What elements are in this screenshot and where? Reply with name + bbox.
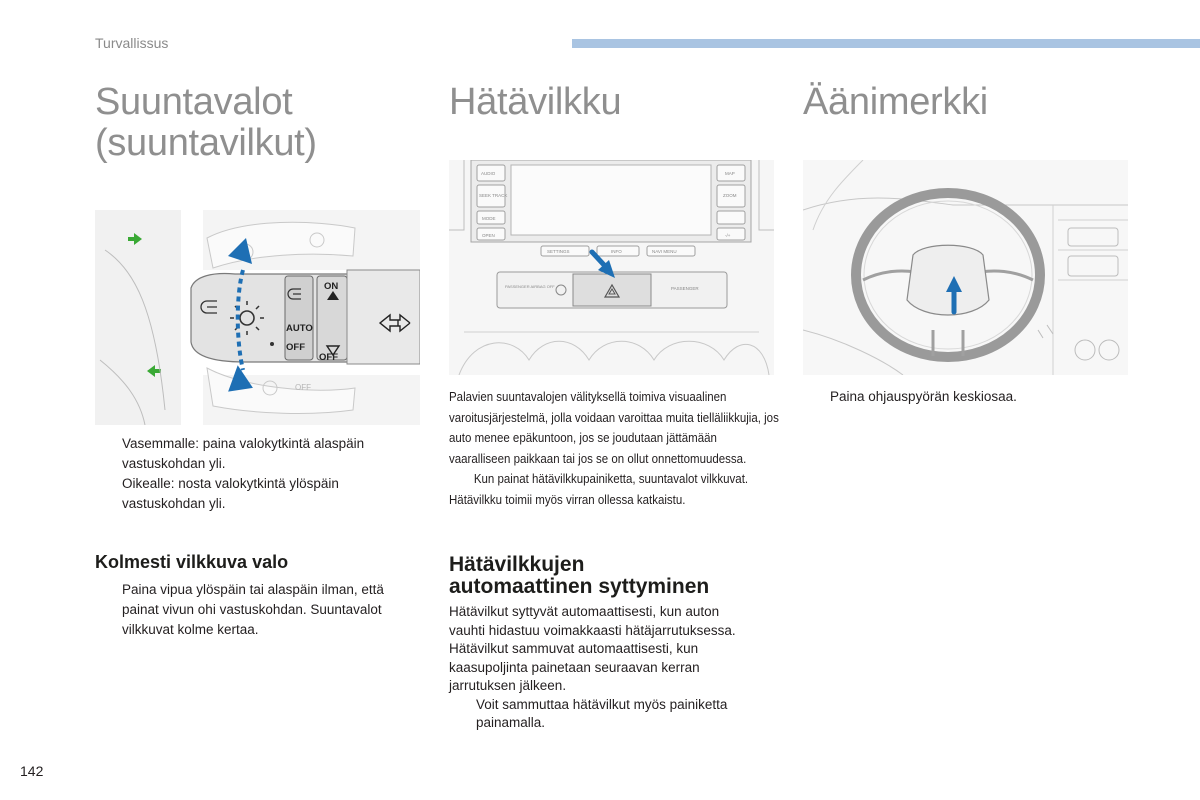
turn-signal-instructions	[95, 434, 395, 514]
console-label-seek-track: SEEK TRACK	[479, 193, 508, 198]
bullet-three-flashes	[95, 580, 405, 640]
bullet-text: Oikealle: nosta valokytkintä ylöspäin vastuskohdan yli.	[122, 476, 339, 511]
three-flashes-instructions	[95, 580, 405, 640]
console-label-audio: AUDIO	[481, 171, 496, 176]
subheading-three-flashes: Kolmesti vilkkuva valo	[95, 552, 289, 572]
stalk-label-on: ON	[324, 281, 339, 292]
stalk-label-off-faded: OFF	[295, 383, 311, 392]
stalk-drawing	[95, 210, 420, 425]
console-label-passenger: PASSENGER	[671, 286, 699, 291]
bullet-text: Paina ohjauspyörän keskiosaa.	[830, 389, 1017, 404]
subheading-line-2: automaattinen syttyminen	[449, 575, 710, 598]
stalk-label-off-2: OFF	[319, 352, 338, 363]
console-label-mode: MODE	[482, 216, 496, 221]
stalk-label-auto: AUTO	[286, 323, 313, 334]
title-turn-signals	[95, 82, 317, 164]
auto-paragraph-1: Hätävilkut syttyvät automaattisesti, kun auton vauhti hidastuu voimakkaasti hätäjarrutuksessa.	[449, 604, 736, 638]
console-label-navi-menu: NAVI MENU	[652, 249, 677, 254]
bullet-text: Vasemmalle: paina valokytkintä alaspäin vastuskohdan yli.	[122, 436, 365, 471]
bullet-text: Paina vipua ylöspäin tai alaspäin ilman, että painat vivun ohi vastuskohdan. Suuntavalot vilkkuvat kolme kertaa.	[122, 582, 384, 637]
horn-instructions	[803, 387, 1103, 407]
title-line-2: (suuntavilkut)	[95, 122, 317, 164]
turn-signal-stalk-illustration	[95, 210, 420, 425]
console-label-settings: SETTINGS	[547, 249, 570, 254]
hazard-console-illustration	[449, 160, 774, 375]
title-hazard-lights: Hätävilkku	[449, 81, 622, 123]
steering-wheel-drawing	[803, 160, 1128, 375]
hazard-bullet	[449, 469, 805, 490]
hazard-paragraph: Palavien suuntavalojen välityksellä toimiva visuaalinen varoitusjärjestelmä, jolla voidaan varoittaa muita tielläliikkujia, jos auto menee epäkuntoon, jos se joudutaan jättämään vaaralliseen paikkaan tai jos se on ollut onnettomuudessa.	[449, 390, 779, 466]
stalk-label-off: OFF	[286, 342, 305, 353]
console-label-open: OPEN	[482, 233, 495, 238]
bullet-right-turn	[95, 474, 395, 514]
steering-wheel-illustration	[803, 160, 1128, 375]
hazard-note: Hätävilkku toimii myös virran ollessa katkaistu.	[449, 492, 686, 507]
console-drawing	[449, 160, 774, 375]
bullet-text: Voit sammuttaa hätävilkut myös painiketta painamalla.	[476, 696, 728, 730]
automatic-hazard-description	[449, 603, 749, 733]
console-label-map: MAP	[725, 171, 735, 176]
console-label-minus-plus: -/+	[725, 233, 731, 238]
console-label-info: INFO	[611, 249, 622, 254]
subheading-line-1: Hätävilkkujen	[449, 553, 585, 576]
console-label-zoom: ZOOM	[723, 193, 737, 198]
title-line-1: Suuntavalot	[95, 81, 293, 123]
bullet-left-turn	[95, 434, 395, 474]
hazard-description	[449, 387, 789, 510]
auto-paragraph-2: Hätävilkut sammuvat automaattisesti, kun kaasupoljinta painetaan seuraavan kerran jarrutuksen jälkeen.	[449, 641, 700, 693]
title-horn: Äänimerkki	[803, 81, 988, 123]
subheading-automatic-hazard	[449, 554, 709, 598]
auto-bullet	[449, 696, 749, 733]
header-rule	[572, 39, 1200, 48]
page-number: 142	[20, 763, 44, 779]
section-label: Turvallissus	[95, 35, 169, 51]
bullet-text: Kun painat hätävilkkupainiketta, suuntavalot vilkkuvat.	[473, 472, 749, 486]
bullet-horn	[803, 387, 1103, 407]
console-label-passenger-airbag: PASSENGER AIRBAG OFF	[505, 284, 555, 289]
